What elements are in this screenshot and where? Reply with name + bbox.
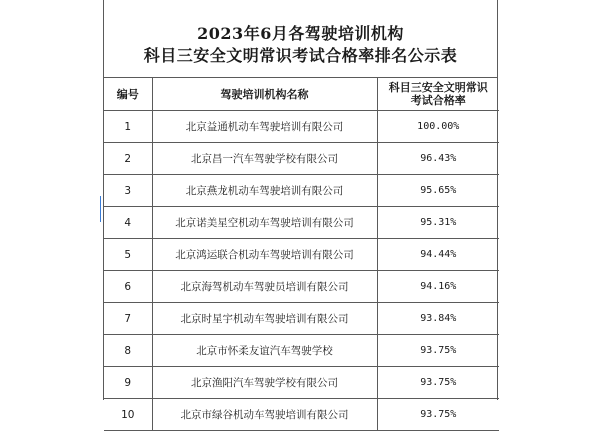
cell-name: 北京昌一汽车驾驶学校有限公司 bbox=[152, 143, 377, 175]
cell-name: 北京市怀柔友谊汽车驾驶学校 bbox=[152, 335, 377, 367]
table-row bbox=[104, 367, 499, 399]
cell-name: 北京市绿谷机动车驾驶培训有限公司 bbox=[152, 399, 377, 431]
header-rate-label: 科目三安全文明常识考试合格率 bbox=[388, 81, 488, 107]
table-row bbox=[104, 207, 499, 239]
row-selection-marker bbox=[100, 196, 101, 222]
cell-rate: 95.65% bbox=[377, 175, 499, 207]
header-rank: 编号 bbox=[104, 78, 152, 111]
ranking-sheet bbox=[103, 0, 498, 421]
table-row bbox=[104, 111, 499, 143]
cell-name: 北京诺美星空机动车驾驶培训有限公司 bbox=[152, 207, 377, 239]
cell-rank: 6 bbox=[104, 271, 152, 303]
cell-rate: 95.31% bbox=[377, 207, 499, 239]
cell-name: 北京燕龙机动车驾驶培训有限公司 bbox=[152, 175, 377, 207]
table-row bbox=[104, 271, 499, 303]
cell-rank: 8 bbox=[104, 335, 152, 367]
cell-rate: 100.00% bbox=[377, 111, 499, 143]
header-rate bbox=[377, 78, 499, 111]
cell-rank: 10 bbox=[104, 399, 152, 431]
table-row bbox=[104, 143, 499, 175]
cell-rank: 7 bbox=[104, 303, 152, 335]
cell-rank: 1 bbox=[104, 111, 152, 143]
title-block bbox=[104, 0, 497, 78]
cell-rank: 9 bbox=[104, 367, 152, 399]
table-header-row bbox=[104, 78, 499, 111]
header-name: 驾驶培训机构名称 bbox=[152, 78, 377, 111]
table-row bbox=[104, 239, 499, 271]
cell-rank: 3 bbox=[104, 175, 152, 207]
cell-rate: 94.44% bbox=[377, 239, 499, 271]
cell-rank: 5 bbox=[104, 239, 152, 271]
cell-rate: 93.75% bbox=[377, 399, 499, 431]
cell-rate: 94.16% bbox=[377, 271, 499, 303]
cell-name: 北京渔阳汽车驾驶学校有限公司 bbox=[152, 367, 377, 399]
cell-rate: 93.84% bbox=[377, 303, 499, 335]
table-row bbox=[104, 303, 499, 335]
page-title-line-2: 科目三安全文明常识考试合格率排名公示表 bbox=[143, 46, 458, 65]
page-title-line-1: 2023年6月各驾驶培训机构 bbox=[197, 24, 404, 43]
cell-name: 北京鸿运联合机动车驾驶培训有限公司 bbox=[152, 239, 377, 271]
cell-rate: 93.75% bbox=[377, 335, 499, 367]
cell-rank: 2 bbox=[104, 143, 152, 175]
ranking-table bbox=[104, 78, 499, 431]
table-row bbox=[104, 335, 499, 367]
cell-name: 北京益通机动车驾驶培训有限公司 bbox=[152, 111, 377, 143]
cell-rate: 96.43% bbox=[377, 143, 499, 175]
table-row bbox=[104, 175, 499, 207]
table-row bbox=[104, 399, 499, 431]
cell-name: 北京时星宇机动车驾驶培训有限公司 bbox=[152, 303, 377, 335]
cell-rank: 4 bbox=[104, 207, 152, 239]
cell-name: 北京海驾机动车驾驶员培训有限公司 bbox=[152, 271, 377, 303]
cell-rate: 93.75% bbox=[377, 367, 499, 399]
